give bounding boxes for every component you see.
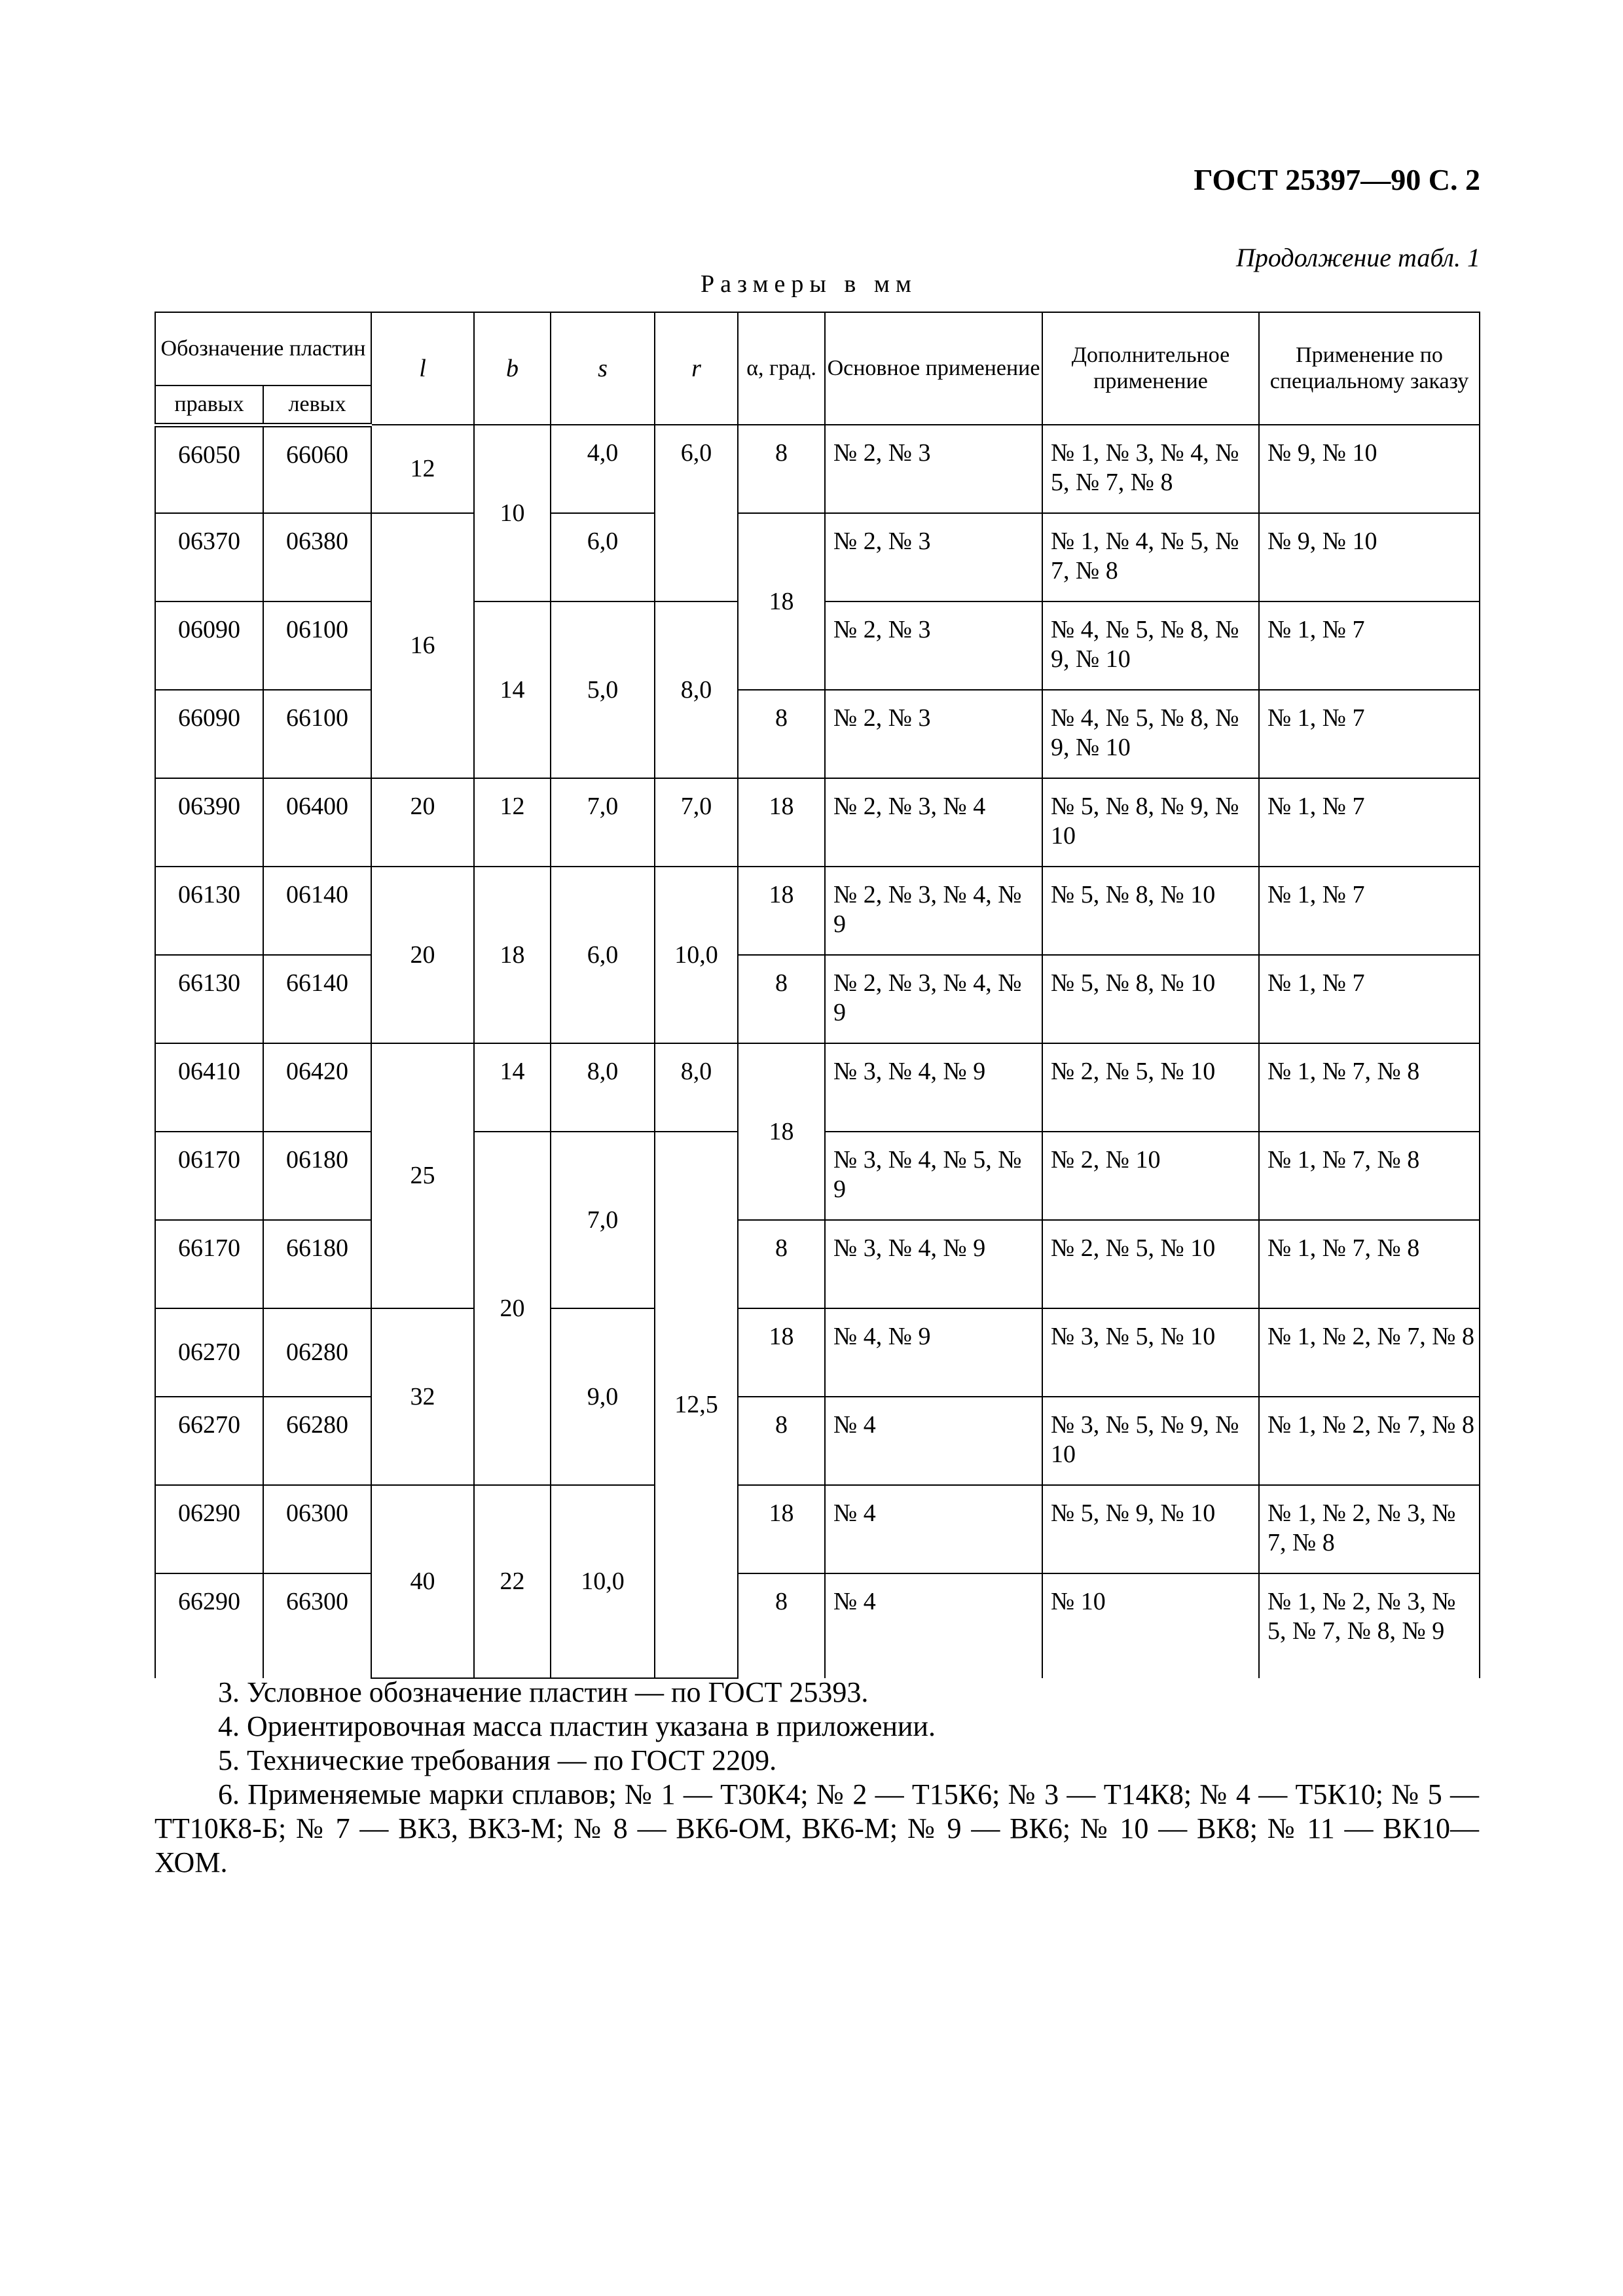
table-row [155,1043,1480,1132]
cell-special-order: № 1, № 2, № 7, № 8 [1259,1397,1480,1485]
cell-additional-use: № 3, № 5, № 10 [1042,1308,1259,1397]
cell-r: 8,0 [655,601,738,778]
cell-right: 06410 [155,1043,263,1132]
cell-left: 66100 [263,690,371,778]
note-technical-requirements: 5. Технические требования — по ГОСТ 2209. [218,1744,777,1776]
cell-right: 06290 [155,1485,263,1573]
cell-special-order: № 1, № 2, № 7, № 8 [1259,1308,1480,1397]
cell-special-order: № 1, № 2, № 3, № 5, № 7, № 8, № 9 [1259,1573,1480,1678]
table-row [155,1573,1480,1678]
table-row [155,1485,1480,1573]
header-l: l [371,312,474,425]
cell-main-use: № 4 [825,1573,1042,1678]
table-row [155,778,1480,867]
cell-special-order: № 1, № 7 [1259,867,1480,955]
cell-alpha: 8 [738,1220,825,1308]
notes-section [155,1676,1479,1880]
cell-additional-use: № 1, № 4, № 5, № 7, № 8 [1042,513,1259,601]
cell-b: 18 [474,867,551,1043]
cell-special-order: № 9, № 10 [1259,513,1480,601]
cell-alpha: 18 [738,1043,825,1220]
cell-right: 66130 [155,955,263,1043]
header-r: r [655,312,738,425]
cell-l: 20 [371,867,474,1043]
cell-additional-use: № 4, № 5, № 8, № 9, № 10 [1042,690,1259,778]
cell-b: 20 [474,1132,551,1485]
cell-main-use: № 2, № 3, № 4, № 9 [825,867,1042,955]
note-mass: 4. Ориентировочная масса пластин указана в приложении. [218,1710,936,1742]
cell-special-order: № 1, № 2, № 3, № 7, № 8 [1259,1485,1480,1573]
cell-r: 7,0 [655,778,738,867]
cell-r: 8,0 [655,1043,738,1132]
cell-s: 7,0 [551,778,655,867]
cell-alpha: 8 [738,955,825,1043]
cell-additional-use: № 3, № 5, № 9, № 10 [1042,1397,1259,1485]
cell-additional-use: № 5, № 8, № 10 [1042,867,1259,955]
cell-special-order: № 1, № 7, № 8 [1259,1043,1480,1132]
cell-additional-use: № 2, № 5, № 10 [1042,1220,1259,1308]
cell-l: 40 [371,1485,474,1678]
cell-left: 66060 [263,425,371,513]
cell-main-use: № 2, № 3, № 4 [825,778,1042,867]
cell-right: 66050 [155,425,263,513]
cell-right: 66170 [155,1220,263,1308]
header-main-use: Основное применение [825,312,1042,425]
note-designation: 3. Условное обозначение пластин — по ГОСТ 25393. [218,1676,869,1708]
cell-right: 06090 [155,601,263,690]
cell-l: 20 [371,778,474,867]
table-row [155,867,1480,955]
cell-right: 66270 [155,1397,263,1485]
cell-right: 06170 [155,1132,263,1220]
cell-main-use: № 2, № 3 [825,425,1042,513]
table-row [155,955,1480,1043]
cell-alpha: 18 [738,1485,825,1573]
header-left: левых [263,386,371,425]
cell-alpha: 18 [738,1308,825,1397]
cell-right: 06270 [155,1308,263,1397]
table-row [155,1397,1480,1485]
cell-additional-use: № 1, № 3, № 4, № 5, № 7, № 8 [1042,425,1259,513]
cell-main-use: № 3, № 4, № 9 [825,1220,1042,1308]
cell-left: 06140 [263,867,371,955]
header-s: s [551,312,655,425]
cell-alpha: 8 [738,425,825,513]
cell-special-order: № 9, № 10 [1259,425,1480,513]
cell-additional-use: № 2, № 5, № 10 [1042,1043,1259,1132]
cell-b: 14 [474,601,551,778]
cell-right: 06390 [155,778,263,867]
cell-l: 25 [371,1043,474,1308]
cell-special-order: № 1, № 7 [1259,778,1480,867]
cell-s: 7,0 [551,1132,655,1308]
cell-alpha: 8 [738,690,825,778]
cell-left: 66280 [263,1397,371,1485]
cell-alpha: 18 [738,867,825,955]
cell-left: 66140 [263,955,371,1043]
header-alpha: α, град. [738,312,825,425]
cell-right: 66090 [155,690,263,778]
cell-main-use: № 4 [825,1397,1042,1485]
cell-left: 06380 [263,513,371,601]
cell-b: 12 [474,778,551,867]
header-b: b [474,312,551,425]
cell-l: 32 [371,1308,474,1485]
cell-left: 06420 [263,1043,371,1132]
plates-table [155,312,1480,1679]
cell-special-order: № 1, № 7, № 8 [1259,1132,1480,1220]
cell-left: 06180 [263,1132,371,1220]
cell-l: 16 [371,513,474,778]
table-row [155,425,1480,513]
cell-main-use: № 2, № 3 [825,601,1042,690]
cell-special-order: № 1, № 7, № 8 [1259,1220,1480,1308]
table-row [155,513,1480,601]
cell-alpha: 18 [738,778,825,867]
cell-main-use: № 2, № 3, № 4, № 9 [825,955,1042,1043]
cell-s: 5,0 [551,601,655,778]
header-special-order: Применение по специальному заказу [1259,312,1480,425]
cell-l: 12 [371,425,474,513]
cell-alpha: 18 [738,513,825,690]
cell-main-use: № 2, № 3 [825,690,1042,778]
cell-s: 6,0 [551,513,655,601]
cell-main-use: № 3, № 4, № 9 [825,1043,1042,1132]
cell-left: 06300 [263,1485,371,1573]
cell-r: 6,0 [655,425,738,601]
header-additional-use: Дополнительное применение [1042,312,1259,425]
document-code: ГОСТ 25397—90 С. 2 [1194,163,1480,196]
cell-s: 4,0 [551,425,655,513]
cell-special-order: № 1, № 7 [1259,690,1480,778]
cell-alpha: 8 [738,1397,825,1485]
cell-additional-use: № 2, № 10 [1042,1132,1259,1220]
table-continuation-label: Продолжение табл. 1 [1235,243,1480,272]
cell-alpha: 8 [738,1573,825,1678]
cell-additional-use: № 10 [1042,1573,1259,1678]
cell-r: 12,5 [655,1132,738,1678]
cell-special-order: № 1, № 7 [1259,955,1480,1043]
note-alloy-grades: 6. Применяемые марки сплавов; № 1 — Т30К4; № 2 — Т15К6; № 3 — Т14К8; № 4 — Т5К10; № 5 — ТТ10К8-Б; № 7 — ВК3, ВК3-М; № 8 — ВК6-ОМ, ВК6-М; № 9 — ВК6; № 10 — ВК8; № 11 — ВК10—ХОМ. [155,1778,1479,1878]
header-designation: Обозначение пластин [155,312,371,386]
table-row [155,1308,1480,1397]
cell-main-use: № 4, № 9 [825,1308,1042,1397]
cell-additional-use: № 5, № 8, № 9, № 10 [1042,778,1259,867]
cell-additional-use: № 5, № 8, № 10 [1042,955,1259,1043]
cell-main-use: № 3, № 4, № 5, № 9 [825,1132,1042,1220]
cell-main-use: № 4 [825,1485,1042,1573]
cell-left: 06280 [263,1308,371,1397]
cell-right: 06370 [155,513,263,601]
cell-right: 06130 [155,867,263,955]
cell-additional-use: № 5, № 9, № 10 [1042,1485,1259,1573]
header-right: правых [155,386,263,425]
cell-s: 8,0 [551,1043,655,1132]
cell-left: 66300 [263,1573,371,1678]
cell-s: 9,0 [551,1308,655,1485]
cell-b: 22 [474,1485,551,1678]
cell-right: 66290 [155,1573,263,1678]
cell-special-order: № 1, № 7 [1259,601,1480,690]
cell-s: 10,0 [551,1485,655,1678]
cell-r: 10,0 [655,867,738,1043]
table-row [155,1220,1480,1308]
table-row [155,690,1480,778]
cell-left: 06100 [263,601,371,690]
cell-b: 14 [474,1043,551,1132]
cell-b: 10 [474,425,551,601]
cell-main-use: № 2, № 3 [825,513,1042,601]
cell-additional-use: № 4, № 5, № 8, № 9, № 10 [1042,601,1259,690]
cell-left: 66180 [263,1220,371,1308]
units-caption: Размеры в мм [701,270,917,298]
cell-s: 6,0 [551,867,655,1043]
cell-left: 06400 [263,778,371,867]
